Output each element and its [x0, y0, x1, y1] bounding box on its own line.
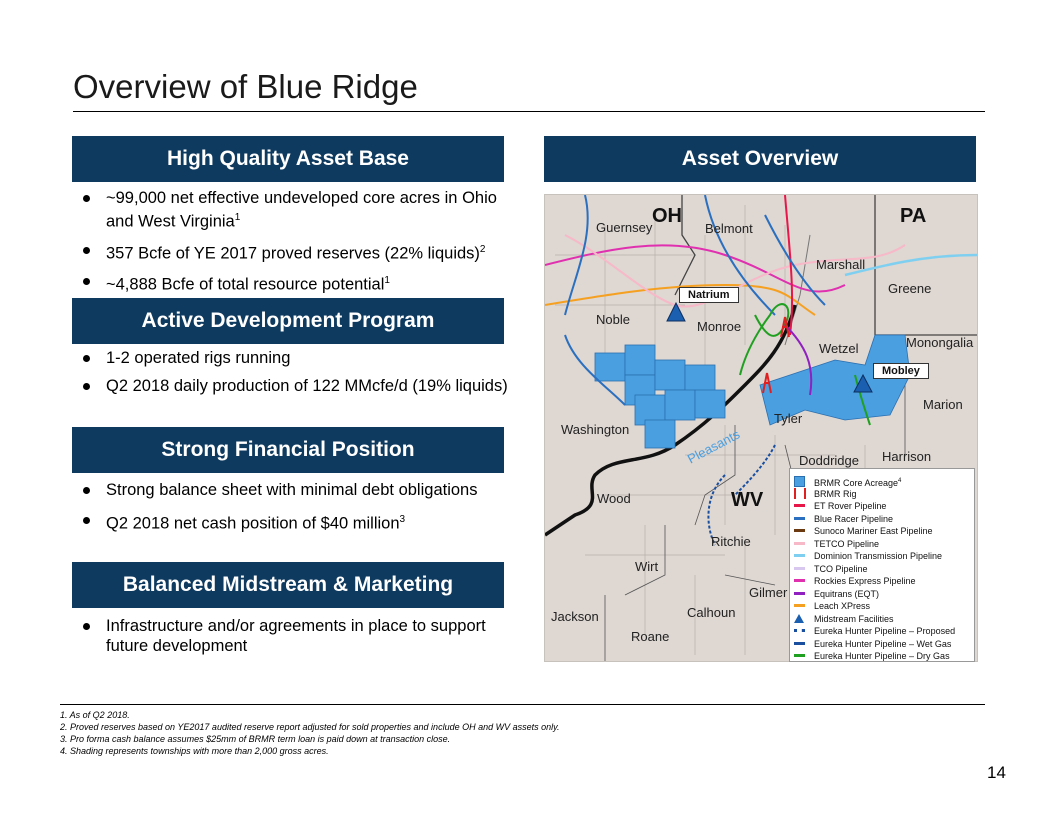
county-label: Marshall: [816, 257, 866, 272]
asset-base-bullets: [81, 188, 511, 303]
county-label: Doddridge: [799, 453, 859, 468]
callout-mobley: Mobley: [873, 363, 929, 379]
county-label: Jackson: [551, 609, 599, 624]
callout-natrium: Natrium: [679, 287, 739, 303]
county-label: Wirt: [635, 559, 659, 574]
legend-swatch: [794, 642, 805, 645]
footnote: 3. Pro forma cash balance assumes $25mm of BRMR term loan is paid down at transaction close.: [60, 734, 451, 744]
footnotes: [60, 709, 559, 757]
legend-label: TETCO Pipeline: [814, 538, 880, 549]
county-label: Calhoun: [687, 605, 736, 620]
county-label: Monongalia: [906, 335, 974, 350]
legend-swatch: [794, 604, 805, 607]
title-divider: [73, 111, 985, 112]
county-label: Wetzel: [819, 341, 859, 356]
legend-label: Eureka Hunter Pipeline – Dry Gas: [814, 651, 950, 661]
legend-label: Midstream Facilities: [814, 613, 894, 624]
county-label: Monroe: [697, 319, 742, 334]
county-label: Marion: [923, 397, 963, 412]
legend-swatch: [794, 542, 805, 545]
bullet-item: Q2 2018 net cash position of $40 million$^3$: [81, 510, 511, 534]
bullet-item: ~4,888 Bcfe of total resource potential$^1$: [81, 271, 511, 295]
page-number: 14: [987, 763, 1006, 782]
legend-label: Dominion Transmission Pipeline: [814, 551, 943, 561]
county-label: Noble: [596, 312, 630, 327]
state-label-pa: PA: [900, 205, 927, 227]
legend-label: BRMR Core Acreage$^4$: [814, 478, 902, 488]
map-legend: [789, 468, 975, 662]
legend-label: Rockies Express Pipeline: [814, 576, 916, 586]
legend-label: Leach XPress: [814, 601, 871, 611]
section-header-development: Active Development Program: [72, 298, 504, 344]
legend-label: BRMR Rig: [814, 488, 857, 499]
county-label: Ritchie: [711, 534, 751, 549]
page-title: Overview of Blue Ridge: [73, 68, 418, 105]
legend-swatch: [794, 614, 804, 623]
legend-swatch: [794, 529, 805, 532]
legend-swatch: [794, 554, 805, 557]
legend-swatch: [794, 504, 805, 507]
midstream-bullets: [81, 616, 511, 664]
legend-swatch: [794, 629, 805, 632]
legend-label: TCO Pipeline: [814, 563, 868, 574]
state-label-oh: OH: [652, 205, 682, 227]
section-header-asset-overview: Asset Overview: [544, 136, 976, 182]
state-label-wv: WV: [731, 489, 764, 511]
legend-label: ET Rover Pipeline: [814, 501, 887, 511]
bullet-item: 1-2 operated rigs running: [81, 348, 511, 368]
county-label: Roane: [631, 629, 670, 644]
section-header-financial: Strong Financial Position: [72, 427, 504, 473]
bullet-item: 357 Bcfe of YE 2017 proved reserves (22% liquids)$^2$: [81, 240, 511, 264]
bullet-item: Infrastructure and/or agreements in place to support future development: [81, 616, 511, 656]
county-label: Wood: [597, 491, 631, 506]
legend-swatch: [794, 654, 805, 657]
legend-swatch: [794, 476, 805, 487]
legend-label: Sunoco Mariner East Pipeline: [814, 526, 933, 536]
footnote: 2. Proved reserves based on YE2017 audited reserve report adjusted for sold properties and include OH and WV assets only.: [60, 722, 560, 732]
county-label: Gilmer: [749, 585, 788, 600]
legend-label: Eureka Hunter Pipeline – Proposed: [814, 626, 956, 636]
legend-swatch: [794, 567, 805, 570]
legend-swatch: [794, 488, 806, 499]
bullet-item: ~99,000 net effective undeveloped core acres in Ohio and West Virginia$^1$: [81, 188, 511, 232]
county-label: Greene: [888, 281, 932, 296]
section-header-midstream: Balanced Midstream & Marketing: [72, 562, 504, 608]
bullet-item: Q2 2018 daily production of 122 MMcfe/d (19% liquids): [81, 376, 511, 396]
county-label: Harrison: [882, 449, 932, 464]
legend-label: Eureka Hunter Pipeline – Wet Gas: [814, 638, 952, 649]
legend-label: Equitrans (EQT): [814, 588, 880, 599]
financial-bullets: [81, 480, 511, 542]
development-bullets: [81, 348, 511, 404]
legend-swatch: [794, 579, 805, 582]
county-label: Guernsey: [596, 220, 653, 235]
section-header-asset-base: High Quality Asset Base: [72, 136, 504, 182]
county-label: Tyler: [774, 411, 803, 426]
bullet-item: Strong balance sheet with minimal debt obligations: [81, 480, 511, 500]
legend-swatch: [794, 517, 805, 520]
footnote: 4. Shading represents townships with more than 2,000 gross acres.: [60, 746, 329, 756]
legend-swatch: [794, 592, 805, 595]
county-label: Pleasants: [684, 426, 743, 467]
legend-label: Blue Racer Pipeline: [814, 513, 894, 524]
footnote-divider: [60, 704, 985, 705]
county-label: Belmont: [705, 221, 753, 236]
county-label: Washington: [561, 422, 630, 437]
footnote: 1. As of Q2 2018.: [60, 710, 130, 720]
